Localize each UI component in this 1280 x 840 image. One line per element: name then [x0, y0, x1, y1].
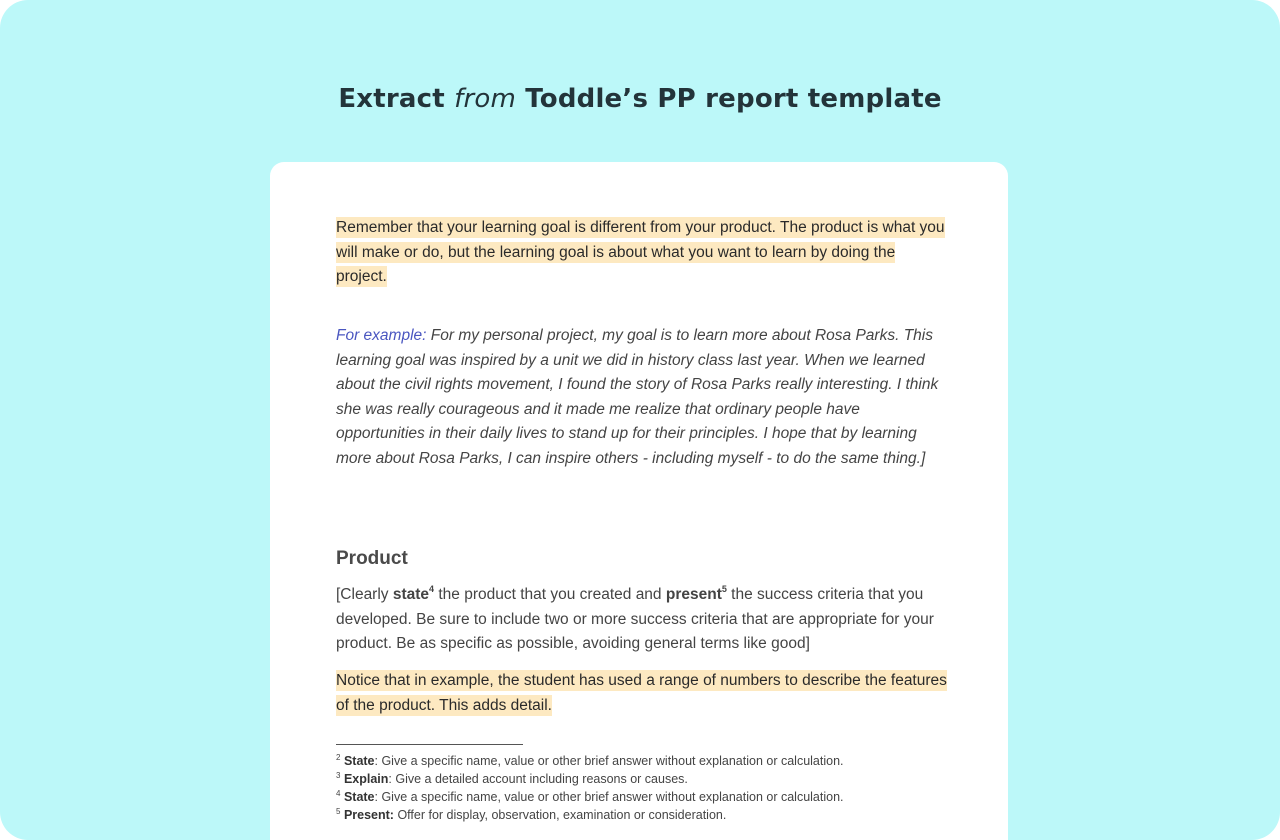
footnote-term: Explain	[343, 772, 389, 786]
example-lead: For example:	[336, 327, 427, 344]
footnote-divider	[336, 744, 523, 745]
footnote-term: State	[343, 790, 375, 804]
highlighted-note	[336, 216, 948, 290]
footnotes	[336, 752, 948, 824]
present-footnote-ref: 5	[721, 584, 727, 594]
footnote-number: 5	[336, 807, 341, 816]
document-page	[270, 162, 1008, 840]
footnote-text: Offer for display, observation, examination or consideration.	[393, 808, 727, 822]
example-text: For my personal project, my goal is to learn more about Rosa Parks. This learning goal was inspired by a unit we did in history class last year. When we learned about the civil rights movement, I found the story of Rosa Parks really interesting. I think she was really courageous and it made me realize that ordinary people have opportunities in their daily lives to stand up for their principles. I hope that by learning more about Rosa Parks, I can inspire others - including myself - to do the same thing.]	[336, 327, 939, 467]
heading-part-2: from	[454, 84, 517, 114]
footnote-text: : Give a specific name, value or other brief answer without explanation or calculation.	[374, 754, 844, 768]
notice-text: Notice that in example, the student has used a range of numbers to describe the features of the product. This adds detail.	[336, 672, 947, 714]
note-text: Remember that your learning goal is different from your product. The product is what you will make or do, but the learning goal is about what you want to learn by doing the project.	[336, 219, 945, 285]
footnote-number: 2	[336, 753, 341, 762]
footnote-number: 3	[336, 771, 341, 780]
product-heading: Product	[336, 548, 408, 569]
state-term: state	[392, 586, 430, 603]
highlighted-notice	[336, 669, 948, 718]
heading-part-1: Extract	[338, 84, 455, 114]
slide-heading	[0, 84, 1280, 114]
product-paragraph	[336, 583, 948, 657]
state-footnote-ref: 4	[429, 584, 435, 594]
heading-part-3: Toddle’s PP report template	[516, 84, 942, 114]
footnote-item	[336, 770, 948, 788]
footnote-term: State	[343, 754, 375, 768]
footnote-item	[336, 788, 948, 806]
footnote-item	[336, 806, 948, 824]
footnote-term: Present:	[343, 808, 394, 822]
example-paragraph	[336, 324, 948, 472]
footnote-item	[336, 752, 948, 770]
footnote-number: 4	[336, 789, 341, 798]
present-term: present	[665, 586, 722, 603]
product-text-3: the success criteria that you developed. Be sure to include two or more success criteria that are appropriate for your product. Be as specific as possible, avoiding general terms like good]	[336, 586, 934, 653]
footnote-text: : Give a detailed account including reasons or causes.	[388, 772, 688, 786]
product-text-1: [Clearly	[336, 586, 393, 603]
footnote-text: : Give a specific name, value or other brief answer without explanation or calculation.	[374, 790, 844, 804]
product-text-2: the product that you created and	[434, 586, 666, 603]
